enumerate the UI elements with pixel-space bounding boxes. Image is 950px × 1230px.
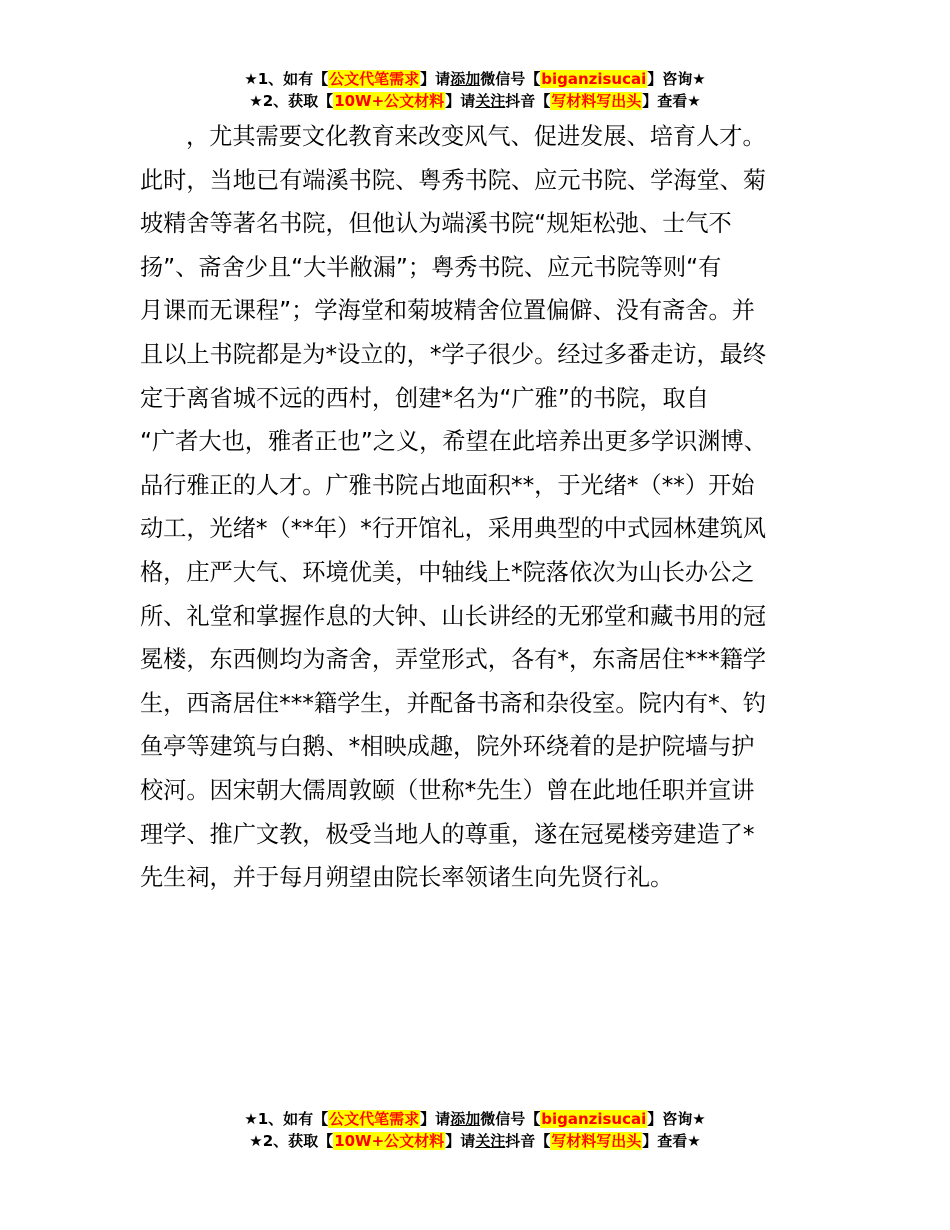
paragraph-line: 动工，光绪*（**年）*行开馆礼，采用典型的中式园林建筑风 [140,515,767,543]
header-banner-line-2 [0,90,950,112]
banner-underlined-text: 关注 [475,92,506,110]
banner-highlight-materials: 10W+公文材料 [334,92,445,110]
banner-text: 】请 [445,92,476,110]
footer-banner [0,1108,950,1152]
paragraph-line: 坡精舍等著名书院，但他认为端溪书院“规矩松弛、士气不 [140,210,732,238]
banner-text: ★1、如有【 [244,1110,329,1128]
paragraph-line: 月课而无课程”；学海堂和菊坡精舍位置偏僻、没有斋舍。并 [140,297,755,325]
banner-text: 】查看★ [642,92,701,110]
banner-highlight-service: 公文代笔需求 [329,1110,420,1128]
banner-text: ★1、如有【 [244,70,329,88]
document-body [140,115,812,900]
banner-text: 微信号【 [480,1110,541,1128]
paragraph-line: 且以上书院都是为*设立的，*学子很少。经过多番走访，最终 [140,340,767,368]
banner-highlight-service: 公文代笔需求 [329,70,420,88]
banner-text: 微信号【 [480,70,541,88]
paragraph-line: 校河。因宋朝大儒周敦颐（世称*先生）曾在此地任职并宣讲 [140,776,755,804]
paragraph-line: 鱼亭等建筑与白鹅、*相映成趣，院外环绕着的是护院墙与护 [140,733,755,761]
banner-text: 抖音【 [505,1132,551,1150]
header-banner [0,68,950,112]
paragraph-line: ，尤其需要文化教育来改变风气、促进发展、培育人才。 [186,123,766,150]
paragraph-line: 格，庄严大气、环境优美，中轴线上*院落依次为山长办公之 [140,558,755,586]
banner-text: 】请 [420,70,451,88]
banner-text: ★2、获取【 [249,92,334,110]
paragraph-line: 先生祠，并于每月朔望由院长率领诸生向先贤行礼。 [140,864,674,892]
paragraph-line: 冕楼，东西侧均为斋舍，弄堂形式，各有*，东斋居住***籍学 [140,646,767,674]
banner-text: 】请 [445,1132,476,1150]
banner-text: 】请 [420,1110,451,1128]
banner-text: 】查看★ [642,1132,701,1150]
paragraph-line: 所、礼堂和掌握作息的大钟、山长讲经的无邪堂和藏书用的冠 [140,602,767,630]
header-banner-line-1 [0,68,950,90]
banner-text: 】咨询★ [647,70,706,88]
banner-highlight-wechat-id: biganzisucai [541,70,647,88]
banner-highlight-douyin-id: 写材料写出头 [551,92,642,110]
footer-banner-line-2 [0,1130,950,1152]
banner-highlight-wechat-id: biganzisucai [541,1110,647,1128]
banner-highlight-materials: 10W+公文材料 [334,1132,445,1150]
banner-underlined-text: 添加 [450,1110,481,1128]
paragraph-line: “广者大也，雅者正也”之义，希望在此培养出更多学识渊博、 [140,428,767,456]
paragraph-line: 生，西斋居住***籍学生，并配备书斋和杂役室。院内有*、钓 [140,689,767,717]
paragraph-line: 定于离省城不远的西村，创建*名为“广雅”的书院，取自 [140,384,709,412]
banner-underlined-text: 关注 [475,1132,506,1150]
paragraph-line: 扬”、斋舍少且“大半敝漏”；粤秀书院、应元书院等则“有 [140,253,722,281]
banner-text: 】咨询★ [647,1110,706,1128]
banner-underlined-text: 添加 [450,70,481,88]
banner-highlight-douyin-id: 写材料写出头 [551,1132,642,1150]
paragraph-line: 此时，当地已有端溪书院、粤秀书院、应元书院、学海堂、菊 [140,166,767,194]
paragraph-line: 品行雅正的人才。广雅书院占地面积**，于光绪*（**）开始 [140,471,755,499]
banner-text: 抖音【 [505,92,551,110]
banner-text: ★2、获取【 [249,1132,334,1150]
footer-banner-line-1 [0,1108,950,1130]
paragraph-line: 理学、推广文教，极受当地人的尊重，遂在冠冕楼旁建造了* [140,820,755,848]
